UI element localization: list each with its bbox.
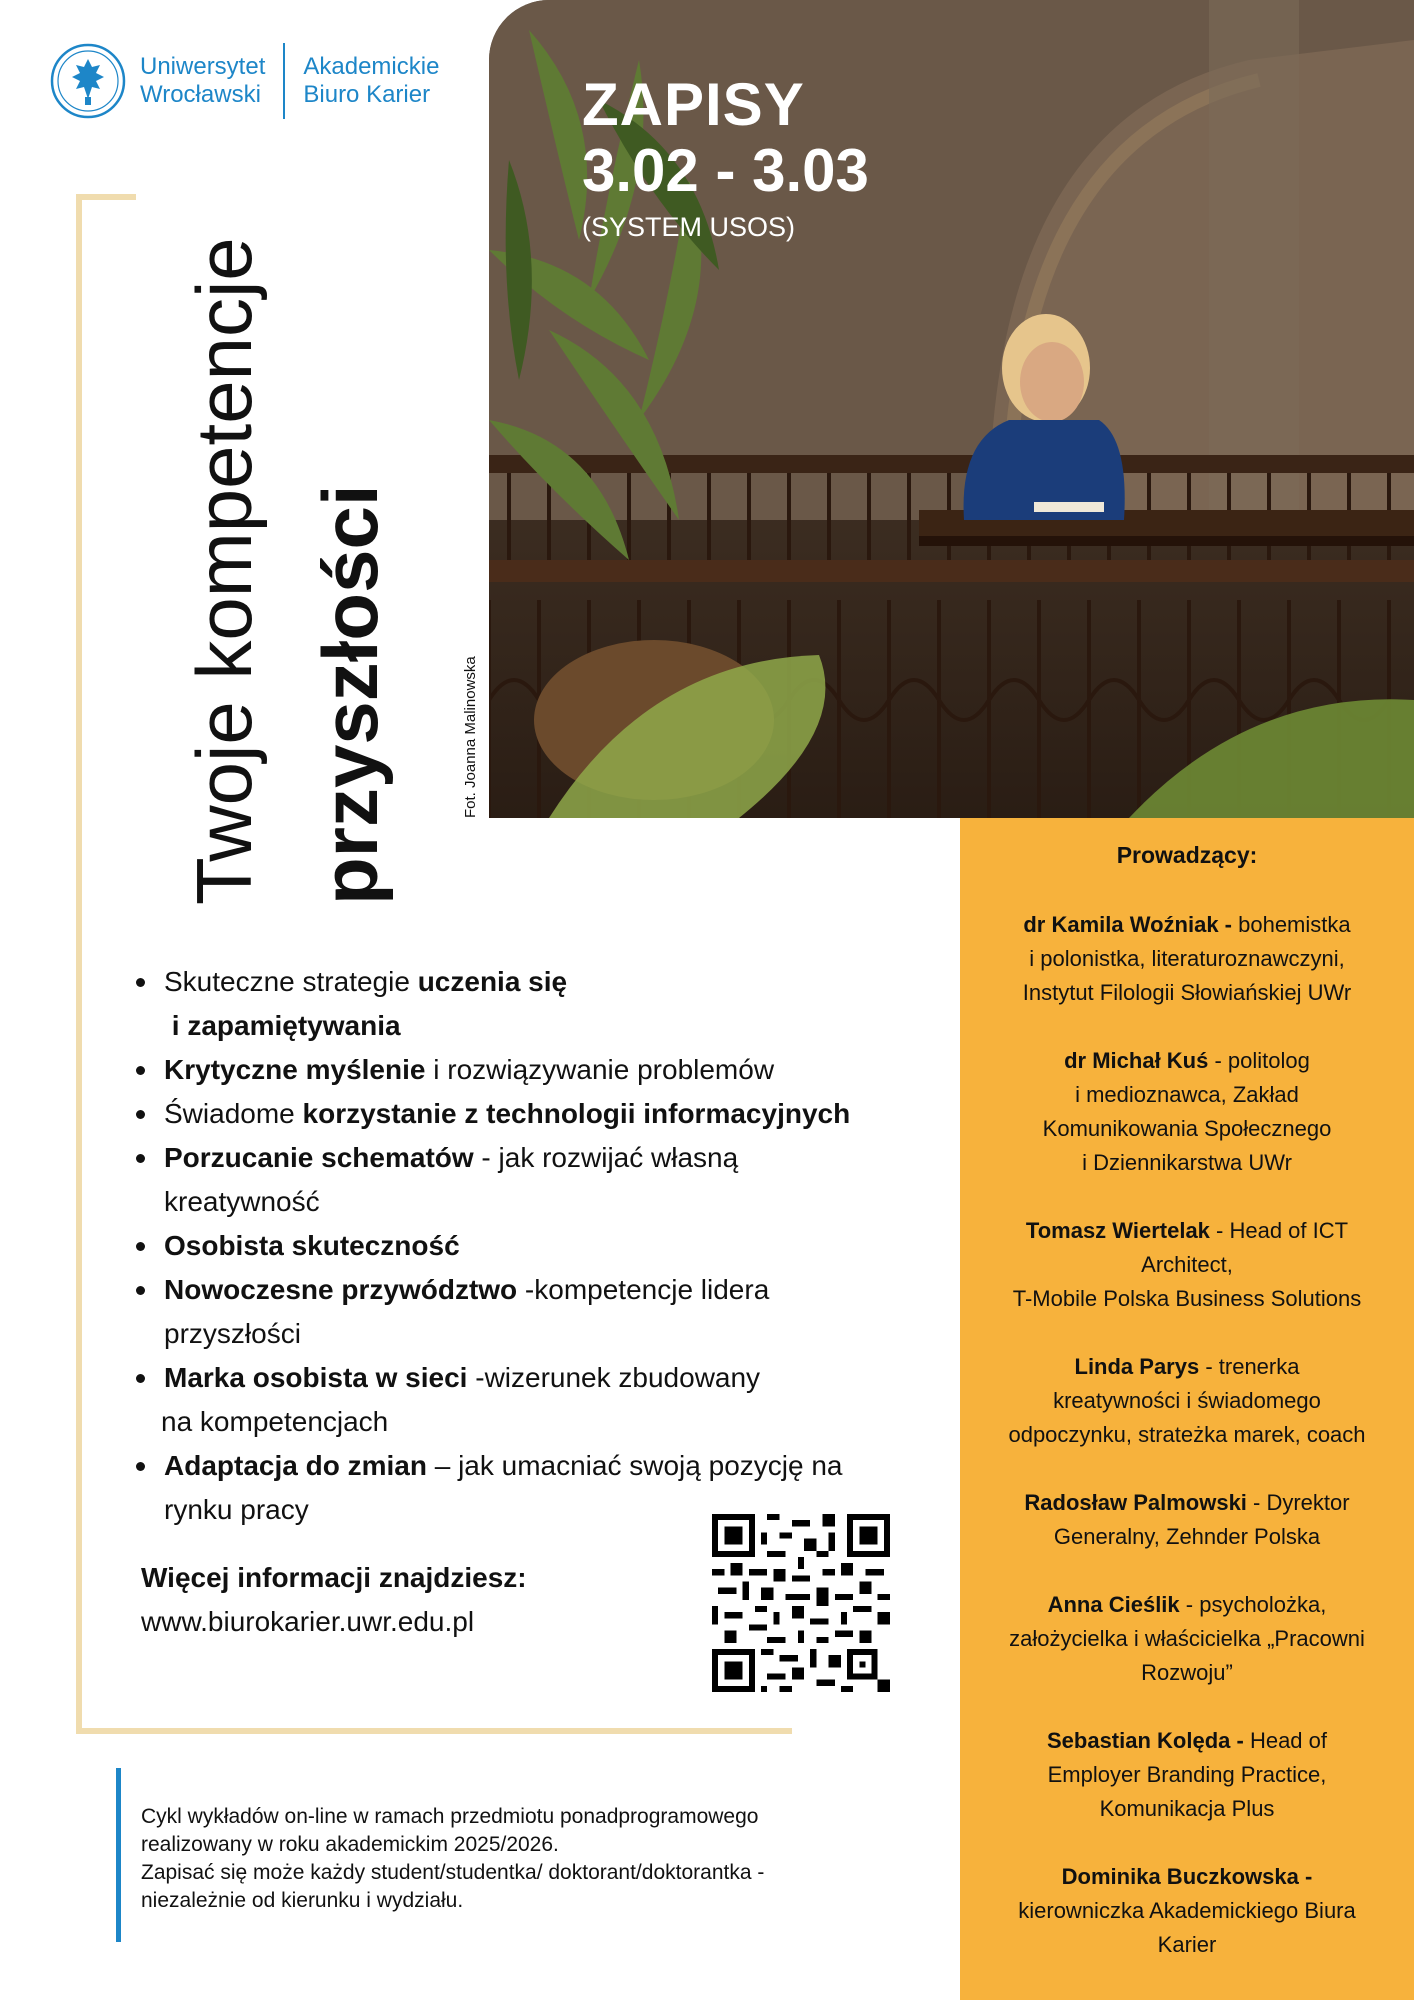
title-line-1: Twoje kompetencje [180, 237, 268, 905]
topic-item: Osobista skuteczność [132, 1224, 932, 1268]
enrollment-heading: ZAPISY [582, 71, 805, 138]
enrollment-system: (SYSTEM USOS) [582, 212, 796, 242]
photo-credit: Fot. Joanna Malinowska [462, 656, 479, 818]
qr-code-icon[interactable] [712, 1514, 890, 1692]
topic-item: Świadome korzystanie z technologii informacyjnych [132, 1092, 932, 1136]
frame-bottom-line [76, 1728, 792, 1734]
topic-item: Nowoczesne przywództwo -kompetencje lidera [132, 1268, 932, 1312]
topics-list [132, 960, 932, 1532]
lecturer-entry: Radosław Palmowski - Dyrektor Generalny, Zehnder Polska [1024, 1490, 1350, 1549]
topic-item-continuation: kreatywność [164, 1186, 320, 1217]
topic-item-continuation: na kompetencjach [161, 1406, 389, 1437]
footnote-accent-bar [116, 1768, 121, 1942]
lecturer-entry: dr Kamila Woźniak - bohemistka i polonistka, literaturoznawczyni, Instytut Filologii Słowiańskiej UWr [1022, 912, 1352, 1005]
topic-item-continuation: przyszłości [164, 1318, 301, 1349]
lecturer-entry: Linda Parys - trenerka kreatywności i świadomego odpoczynku, strateżka marek, coach [1008, 1354, 1366, 1447]
topic-item: Marka osobista w sieci -wizerunek zbudowany [132, 1356, 932, 1400]
more-info [141, 1556, 527, 1644]
logo-divider [283, 43, 285, 119]
university-logo [50, 42, 439, 120]
more-info-url[interactable]: www.biurokarier.uwr.edu.pl [141, 1606, 475, 1637]
lecturers-panel [960, 818, 1414, 2000]
lecturers-heading: Prowadzący: [1116, 842, 1258, 868]
lecturer-entry: dr Michał Kuś - politolog i medioznawca, Zakład Komunikowania Społecznego i Dziennikarstwa UWr [1042, 1048, 1332, 1175]
course-footnote: Cykl wykładów on-line w ramach przedmiotu ponadprogramowego realizowany w roku akademickim 2025/2026. Zapisać się może każdy student/studentka/ doktorant/doktorantka - niezależnie od kierunku i wydziału. [141, 1805, 765, 1912]
frame-top-line [76, 194, 136, 200]
enrollment-dates [582, 72, 869, 244]
lecturer-entry: Sebastian Kolęda - Head of Employer Branding Practice, Komunikacja Plus [1046, 1728, 1327, 1821]
more-info-title: Więcej informacji znajdziesz: [141, 1562, 527, 1593]
lecturer-entry: Anna Cieślik - psycholożka, założycielka i właścicielka „Pracowni Rozwoju” [1009, 1592, 1365, 1685]
frame-left-line [76, 194, 82, 1734]
enrollment-date-range: 3.02 - 3.03 [582, 137, 869, 204]
topic-item: Adaptacja do zmian – jak umacniać swoją pozycję na [132, 1444, 932, 1488]
title-line-2: przyszłości [306, 484, 394, 905]
lecturer-entry: Tomasz Wiertelak - Head of ICT Architect, T-Mobile Polska Business Solutions [1012, 1218, 1362, 1311]
university-name: Uniwersytet Wrocławski [140, 53, 266, 108]
topic-item-continuation: i zapamiętywania [171, 1010, 401, 1041]
lecturer-entry: Dominika Buczkowska - kierowniczka Akademickiego Biura Karier [1018, 1864, 1356, 1957]
topic-item: Porzucanie schematów - jak rozwijać własną [132, 1136, 932, 1180]
topic-item: Krytyczne myślenie i rozwiązywanie problemów [132, 1048, 932, 1092]
topic-item-continuation: rynku pracy [164, 1494, 309, 1525]
career-office-name: Akademickie Biuro Karier [303, 53, 440, 108]
university-crest-icon [50, 43, 126, 119]
topic-item: Skuteczne strategie uczenia się [132, 960, 932, 1004]
